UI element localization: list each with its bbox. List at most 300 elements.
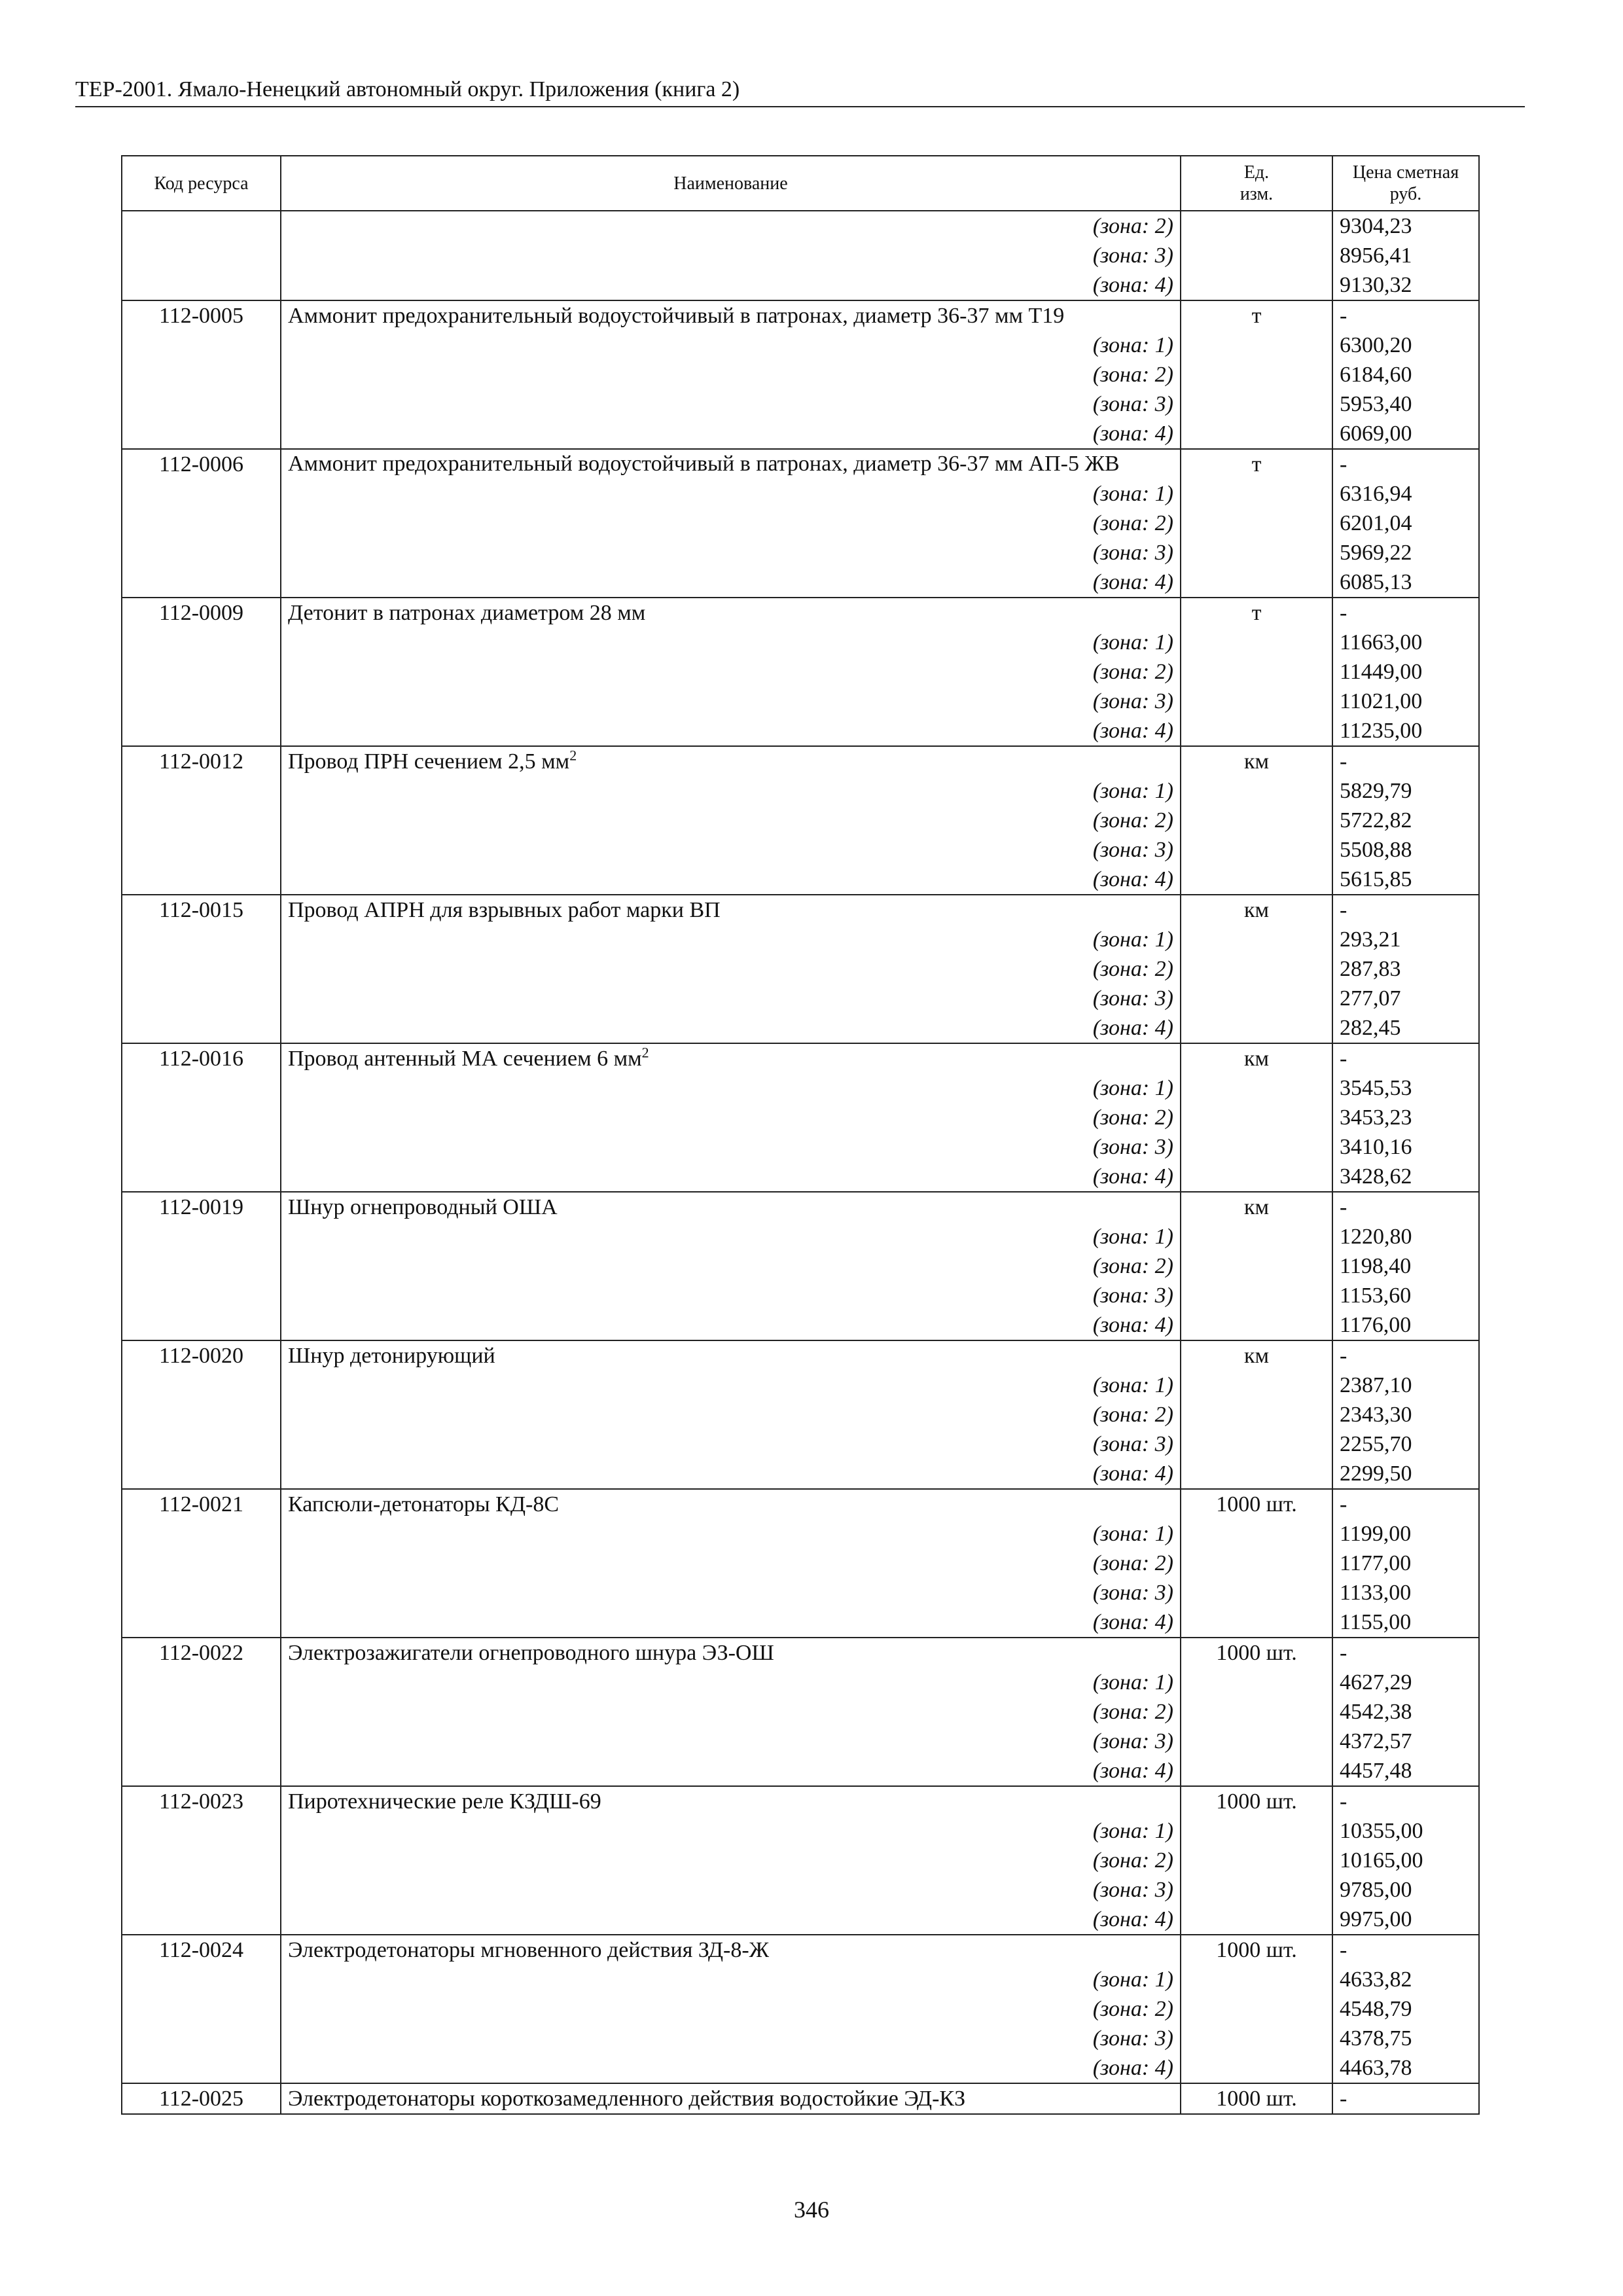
resource-name xyxy=(281,449,1181,479)
zone-label: (зона: 4) xyxy=(281,1607,1181,1638)
unit-of-measure: т xyxy=(1181,300,1332,331)
unit-cell xyxy=(1181,1400,1332,1429)
item-row xyxy=(122,1043,1479,1073)
item-price: - xyxy=(1332,300,1479,331)
item-price: - xyxy=(1332,1192,1479,1222)
item-price: - xyxy=(1332,1340,1479,1371)
zone-label: (зона: 3) xyxy=(281,984,1181,1013)
zone-label: (зона: 1) xyxy=(281,1519,1181,1549)
zone-row xyxy=(122,2053,1479,2083)
zone-label: (зона: 4) xyxy=(281,1310,1181,1340)
zone-row xyxy=(122,1875,1479,1905)
code-cell xyxy=(122,419,281,449)
zone-price: 11021,00 xyxy=(1332,687,1479,716)
resource-code: 112-0015 xyxy=(122,895,281,925)
resource-code: 112-0021 xyxy=(122,1489,281,1519)
resource-name-text: Аммонит предохранительный водоустойчивый в патронах, диаметр 36-37 мм Т19 xyxy=(288,304,1065,328)
zone-row xyxy=(122,716,1479,746)
zone-label: (зона: 2) xyxy=(281,1846,1181,1875)
unit-of-measure: т xyxy=(1181,598,1332,628)
zone-label: (зона: 2) xyxy=(281,211,1181,241)
zone-label: (зона: 1) xyxy=(281,1073,1181,1103)
zone-price: 10355,00 xyxy=(1332,1816,1479,1846)
zone-label: (зона: 1) xyxy=(281,1816,1181,1846)
zone-row xyxy=(122,360,1479,389)
unit-cell xyxy=(1181,479,1332,509)
unit-cell xyxy=(1181,1905,1332,1935)
zone-price: 293,21 xyxy=(1332,925,1479,954)
unit-of-measure: км xyxy=(1181,1043,1332,1073)
code-cell xyxy=(122,687,281,716)
zone-price: 10165,00 xyxy=(1332,1846,1479,1875)
resource-name-text: Детонит в патронах диаметром 28 мм xyxy=(288,601,646,625)
zone-row xyxy=(122,211,1479,241)
code-cell xyxy=(122,1578,281,1607)
item-row xyxy=(122,598,1479,628)
zone-row xyxy=(122,1162,1479,1192)
unit-cell xyxy=(1181,1756,1332,1786)
unit-cell xyxy=(1181,1310,1332,1340)
zone-label: (зона: 1) xyxy=(281,1371,1181,1400)
zone-price: 1176,00 xyxy=(1332,1310,1479,1340)
zone-price: 2299,50 xyxy=(1332,1459,1479,1489)
resource-name-text: Пиротехнические реле КЗДШ-69 xyxy=(288,1789,601,1814)
zone-price: 11663,00 xyxy=(1332,628,1479,657)
resource-code: 112-0012 xyxy=(122,746,281,776)
zone-price: 9304,23 xyxy=(1332,211,1479,241)
zone-price: 8956,41 xyxy=(1332,241,1479,270)
zone-row xyxy=(122,1668,1479,1697)
item-row xyxy=(122,895,1479,925)
code-cell xyxy=(122,1519,281,1549)
resource-name-text: Электродетонаторы короткозамедленного действия водостойкие ЭД-КЗ xyxy=(288,2087,966,2111)
resource-name-text: Провод ПРН сечением 2,5 мм xyxy=(288,749,570,774)
zone-label: (зона: 3) xyxy=(281,1132,1181,1162)
unit-cell xyxy=(1181,1965,1332,1994)
zone-label: (зона: 2) xyxy=(281,1697,1181,1727)
unit-cell xyxy=(1181,2053,1332,2083)
zone-price: 9785,00 xyxy=(1332,1875,1479,1905)
zone-row xyxy=(122,776,1479,806)
zone-label: (зона: 3) xyxy=(281,1281,1181,1310)
resource-name xyxy=(281,1489,1181,1519)
item-price: - xyxy=(1332,1786,1479,1816)
code-cell xyxy=(122,2024,281,2053)
zone-price: 5508,88 xyxy=(1332,835,1479,865)
zone-row xyxy=(122,1251,1479,1281)
zone-row xyxy=(122,538,1479,567)
header-title: ТЕР-2001. Ямало-Ненецкий автономный округ. Приложения (книга 2) xyxy=(75,77,740,101)
unit-cell xyxy=(1181,1607,1332,1638)
zone-row xyxy=(122,1756,1479,1786)
code-cell xyxy=(122,1222,281,1251)
unit-cell xyxy=(1181,1371,1332,1400)
zone-price: 9975,00 xyxy=(1332,1905,1479,1935)
zone-row xyxy=(122,1727,1479,1756)
zone-label: (зона: 3) xyxy=(281,1875,1181,1905)
zone-price: 4548,79 xyxy=(1332,1994,1479,2024)
zone-price: 4627,29 xyxy=(1332,1668,1479,1697)
unit-cell xyxy=(1181,1429,1332,1459)
zone-label: (зона: 4) xyxy=(281,1162,1181,1192)
unit-of-measure: 1000 шт. xyxy=(1181,1935,1332,1965)
page-header xyxy=(75,77,1525,107)
zone-price: 2343,30 xyxy=(1332,1400,1479,1429)
unit-cell xyxy=(1181,1697,1332,1727)
zone-label: (зона: 1) xyxy=(281,925,1181,954)
code-cell xyxy=(122,984,281,1013)
zone-label: (зона: 3) xyxy=(281,687,1181,716)
unit-cell xyxy=(1181,716,1332,746)
zone-price: 287,83 xyxy=(1332,954,1479,984)
unit-cell xyxy=(1181,538,1332,567)
zone-label: (зона: 4) xyxy=(281,1013,1181,1043)
resource-name xyxy=(281,1935,1181,1965)
zone-label: (зона: 1) xyxy=(281,628,1181,657)
column-header-name: Наименование xyxy=(281,156,1181,211)
zone-row xyxy=(122,1816,1479,1846)
code-cell xyxy=(122,806,281,835)
zone-row xyxy=(122,628,1479,657)
zone-price: 3453,23 xyxy=(1332,1103,1479,1132)
resource-name-text: Провод антенный МА сечением 6 мм xyxy=(288,1047,642,1071)
resource-name-text: Электрозажигатели огнепроводного шнура ЭЗ-ОШ xyxy=(288,1641,774,1665)
code-cell xyxy=(122,865,281,895)
item-row xyxy=(122,1489,1479,1519)
code-cell xyxy=(122,1281,281,1310)
resource-name-text: Шнур огнепроводный ОША xyxy=(288,1195,558,1219)
resource-name xyxy=(281,300,1181,331)
code-cell xyxy=(122,538,281,567)
code-cell xyxy=(122,1875,281,1905)
resource-name-text: Электродетонаторы мгновенного действия ЗД-8-Ж xyxy=(288,1938,770,1962)
zone-price: 4372,57 xyxy=(1332,1727,1479,1756)
price-table xyxy=(121,155,1480,2115)
unit-cell xyxy=(1181,984,1332,1013)
zone-row xyxy=(122,270,1479,300)
zone-row xyxy=(122,1459,1479,1489)
unit-cell xyxy=(1181,1251,1332,1281)
zone-label: (зона: 4) xyxy=(281,716,1181,746)
zone-label: (зона: 3) xyxy=(281,389,1181,419)
resource-name-text: Капсюли-детонаторы КД-8С xyxy=(288,1492,560,1516)
unit-cell xyxy=(1181,1578,1332,1607)
zone-row xyxy=(122,567,1479,598)
zone-row xyxy=(122,1965,1479,1994)
zone-row xyxy=(122,419,1479,449)
resource-code: 112-0023 xyxy=(122,1786,281,1816)
unit-cell xyxy=(1181,925,1332,954)
zone-row xyxy=(122,835,1479,865)
zone-price: 1220,80 xyxy=(1332,1222,1479,1251)
zone-label: (зона: 4) xyxy=(281,1756,1181,1786)
unit-cell xyxy=(1181,270,1332,300)
zone-price: 6201,04 xyxy=(1332,509,1479,538)
item-row xyxy=(122,449,1479,479)
zone-label: (зона: 1) xyxy=(281,1668,1181,1697)
zone-price: 4378,75 xyxy=(1332,2024,1479,2053)
zone-price: 3410,16 xyxy=(1332,1132,1479,1162)
unit-cell xyxy=(1181,1132,1332,1162)
unit-cell xyxy=(1181,865,1332,895)
unit-cell xyxy=(1181,776,1332,806)
zone-row xyxy=(122,1400,1479,1429)
zone-row xyxy=(122,1607,1479,1638)
item-row xyxy=(122,300,1479,331)
zone-label: (зона: 3) xyxy=(281,1727,1181,1756)
unit-of-measure: км xyxy=(1181,1340,1332,1371)
code-cell xyxy=(122,1697,281,1727)
page-number: 346 xyxy=(794,2197,829,2223)
item-row xyxy=(122,2083,1479,2114)
unit-cell xyxy=(1181,1281,1332,1310)
zone-price: 4463,78 xyxy=(1332,2053,1479,2083)
code-cell xyxy=(122,954,281,984)
item-price: - xyxy=(1332,895,1479,925)
code-cell xyxy=(122,331,281,360)
zone-row xyxy=(122,925,1479,954)
zone-row xyxy=(122,509,1479,538)
code-cell xyxy=(122,1607,281,1638)
code-cell xyxy=(122,241,281,270)
zone-row xyxy=(122,1994,1479,2024)
zone-price: 6316,94 xyxy=(1332,479,1479,509)
resource-code: 112-0005 xyxy=(122,300,281,331)
code-cell xyxy=(122,2053,281,2083)
zone-price: 5953,40 xyxy=(1332,389,1479,419)
zone-row xyxy=(122,687,1479,716)
zone-price: 1133,00 xyxy=(1332,1578,1479,1607)
item-price: - xyxy=(1332,2083,1479,2114)
unit-cell xyxy=(1181,1162,1332,1192)
zone-label: (зона: 2) xyxy=(281,1400,1181,1429)
zone-row xyxy=(122,1371,1479,1400)
zone-label: (зона: 2) xyxy=(281,1994,1181,2024)
zone-label: (зона: 2) xyxy=(281,954,1181,984)
zone-row xyxy=(122,1103,1479,1132)
unit-cell xyxy=(1181,1013,1332,1043)
zone-row xyxy=(122,1429,1479,1459)
code-cell xyxy=(122,1905,281,1935)
zone-price: 11235,00 xyxy=(1332,716,1479,746)
resource-code: 112-0020 xyxy=(122,1340,281,1371)
unit-of-measure: км xyxy=(1181,895,1332,925)
zone-row xyxy=(122,1013,1479,1043)
zone-price: 5829,79 xyxy=(1332,776,1479,806)
code-cell xyxy=(122,1727,281,1756)
resource-name xyxy=(281,746,1181,776)
zone-price: 2255,70 xyxy=(1332,1429,1479,1459)
zone-label: (зона: 3) xyxy=(281,538,1181,567)
column-header-code: Код ресурса xyxy=(122,156,281,211)
zone-price: 4457,48 xyxy=(1332,1756,1479,1786)
zone-price: 1199,00 xyxy=(1332,1519,1479,1549)
item-row xyxy=(122,1786,1479,1816)
unit-cell xyxy=(1181,1994,1332,2024)
zone-label: (зона: 2) xyxy=(281,806,1181,835)
zone-price: 6184,60 xyxy=(1332,360,1479,389)
zone-label: (зона: 4) xyxy=(281,2053,1181,2083)
resource-name xyxy=(281,1340,1181,1371)
unit-of-measure: 1000 шт. xyxy=(1181,1638,1332,1668)
resource-name xyxy=(281,1786,1181,1816)
code-cell xyxy=(122,1846,281,1875)
zone-row xyxy=(122,1310,1479,1340)
resource-code: 112-0016 xyxy=(122,1043,281,1073)
code-cell xyxy=(122,1756,281,1786)
item-row xyxy=(122,746,1479,776)
item-price: - xyxy=(1332,746,1479,776)
resource-name xyxy=(281,1192,1181,1222)
unit-cell xyxy=(1181,509,1332,538)
zone-row xyxy=(122,1905,1479,1935)
unit-cell xyxy=(1181,1103,1332,1132)
table-header-row xyxy=(122,156,1479,211)
unit-cell xyxy=(1181,835,1332,865)
resource-name-text: Аммонит предохранительный водоустойчивый в патронах, диаметр 36-37 мм АП-5 ЖВ xyxy=(288,452,1120,476)
unit-of-measure: км xyxy=(1181,746,1332,776)
unit-cell xyxy=(1181,687,1332,716)
zone-label: (зона: 4) xyxy=(281,1459,1181,1489)
code-cell xyxy=(122,389,281,419)
zone-price: 1155,00 xyxy=(1332,1607,1479,1638)
resource-code: 112-0019 xyxy=(122,1192,281,1222)
resource-name xyxy=(281,2083,1181,2114)
code-cell xyxy=(122,270,281,300)
zone-label: (зона: 3) xyxy=(281,241,1181,270)
zone-row xyxy=(122,954,1479,984)
code-cell xyxy=(122,1132,281,1162)
unit-cell xyxy=(1181,567,1332,598)
code-cell xyxy=(122,1103,281,1132)
zone-label: (зона: 3) xyxy=(281,1429,1181,1459)
code-cell xyxy=(122,360,281,389)
unit-cell xyxy=(1181,1549,1332,1578)
column-header-price: Цена сметная руб. xyxy=(1332,156,1479,211)
unit-cell xyxy=(1181,657,1332,687)
resource-code: 112-0024 xyxy=(122,1935,281,1965)
zone-row xyxy=(122,479,1479,509)
code-cell xyxy=(122,1162,281,1192)
unit-cell xyxy=(1181,628,1332,657)
zone-price: 5722,82 xyxy=(1332,806,1479,835)
code-cell xyxy=(122,1310,281,1340)
unit-cell xyxy=(1181,954,1332,984)
code-cell xyxy=(122,1251,281,1281)
zone-label: (зона: 2) xyxy=(281,657,1181,687)
zone-row xyxy=(122,1578,1479,1607)
code-cell xyxy=(122,628,281,657)
superscript: 2 xyxy=(569,747,577,764)
zone-price: 1198,40 xyxy=(1332,1251,1479,1281)
zone-label: (зона: 3) xyxy=(281,835,1181,865)
resource-code: 112-0022 xyxy=(122,1638,281,1668)
zone-price: 2387,10 xyxy=(1332,1371,1479,1400)
zone-price: 9130,32 xyxy=(1332,270,1479,300)
zone-price: 5615,85 xyxy=(1332,865,1479,895)
unit-cell xyxy=(1181,1875,1332,1905)
zone-price: 282,45 xyxy=(1332,1013,1479,1043)
zone-row xyxy=(122,806,1479,835)
zone-label: (зона: 4) xyxy=(281,865,1181,895)
zone-row xyxy=(122,1222,1479,1251)
zone-label: (зона: 2) xyxy=(281,360,1181,389)
unit-of-measure: 1000 шт. xyxy=(1181,1786,1332,1816)
resource-name xyxy=(281,1638,1181,1668)
zone-row xyxy=(122,1519,1479,1549)
code-cell xyxy=(122,1371,281,1400)
zone-price: 277,07 xyxy=(1332,984,1479,1013)
unit-cell xyxy=(1181,360,1332,389)
unit-cell xyxy=(1181,211,1332,241)
code-cell xyxy=(122,1459,281,1489)
column-header-unit: Ед. изм. xyxy=(1181,156,1332,211)
unit-cell xyxy=(1181,1816,1332,1846)
zone-label: (зона: 2) xyxy=(281,509,1181,538)
unit-cell xyxy=(1181,331,1332,360)
unit-cell xyxy=(1181,2024,1332,2053)
zone-row xyxy=(122,331,1479,360)
zone-row xyxy=(122,2024,1479,2053)
zone-price: 6300,20 xyxy=(1332,331,1479,360)
zone-label: (зона: 4) xyxy=(281,419,1181,449)
zone-label: (зона: 4) xyxy=(281,567,1181,598)
code-cell xyxy=(122,1400,281,1429)
zone-price: 3545,53 xyxy=(1332,1073,1479,1103)
item-row xyxy=(122,1192,1479,1222)
resource-name xyxy=(281,895,1181,925)
code-cell xyxy=(122,211,281,241)
zone-price: 6085,13 xyxy=(1332,567,1479,598)
zone-label: (зона: 1) xyxy=(281,776,1181,806)
item-price: - xyxy=(1332,1489,1479,1519)
zone-price: 3428,62 xyxy=(1332,1162,1479,1192)
unit-cell xyxy=(1181,1459,1332,1489)
zone-label: (зона: 3) xyxy=(281,1578,1181,1607)
code-cell xyxy=(122,716,281,746)
zone-row xyxy=(122,1846,1479,1875)
code-cell xyxy=(122,1668,281,1697)
code-cell xyxy=(122,509,281,538)
zone-row xyxy=(122,241,1479,270)
code-cell xyxy=(122,925,281,954)
resource-code: 112-0009 xyxy=(122,598,281,628)
zone-price: 4633,82 xyxy=(1332,1965,1479,1994)
code-cell xyxy=(122,1429,281,1459)
code-cell xyxy=(122,479,281,509)
zone-row xyxy=(122,1549,1479,1578)
zone-price: 11449,00 xyxy=(1332,657,1479,687)
item-row xyxy=(122,1935,1479,1965)
zone-row xyxy=(122,389,1479,419)
unit-cell xyxy=(1181,1073,1332,1103)
table-body xyxy=(122,211,1479,2114)
resource-code: 112-0006 xyxy=(122,449,281,479)
item-price: - xyxy=(1332,449,1479,479)
unit-cell xyxy=(1181,1668,1332,1697)
zone-label: (зона: 1) xyxy=(281,1965,1181,1994)
code-cell xyxy=(122,1549,281,1578)
code-cell xyxy=(122,1073,281,1103)
zone-price: 6069,00 xyxy=(1332,419,1479,449)
unit-cell xyxy=(1181,1727,1332,1756)
unit-cell xyxy=(1181,806,1332,835)
zone-label: (зона: 4) xyxy=(281,1905,1181,1935)
zone-label: (зона: 2) xyxy=(281,1103,1181,1132)
code-cell xyxy=(122,1013,281,1043)
zone-price: 1177,00 xyxy=(1332,1549,1479,1578)
resource-name-text: Провод АПРН для взрывных работ марки ВП xyxy=(288,898,721,922)
